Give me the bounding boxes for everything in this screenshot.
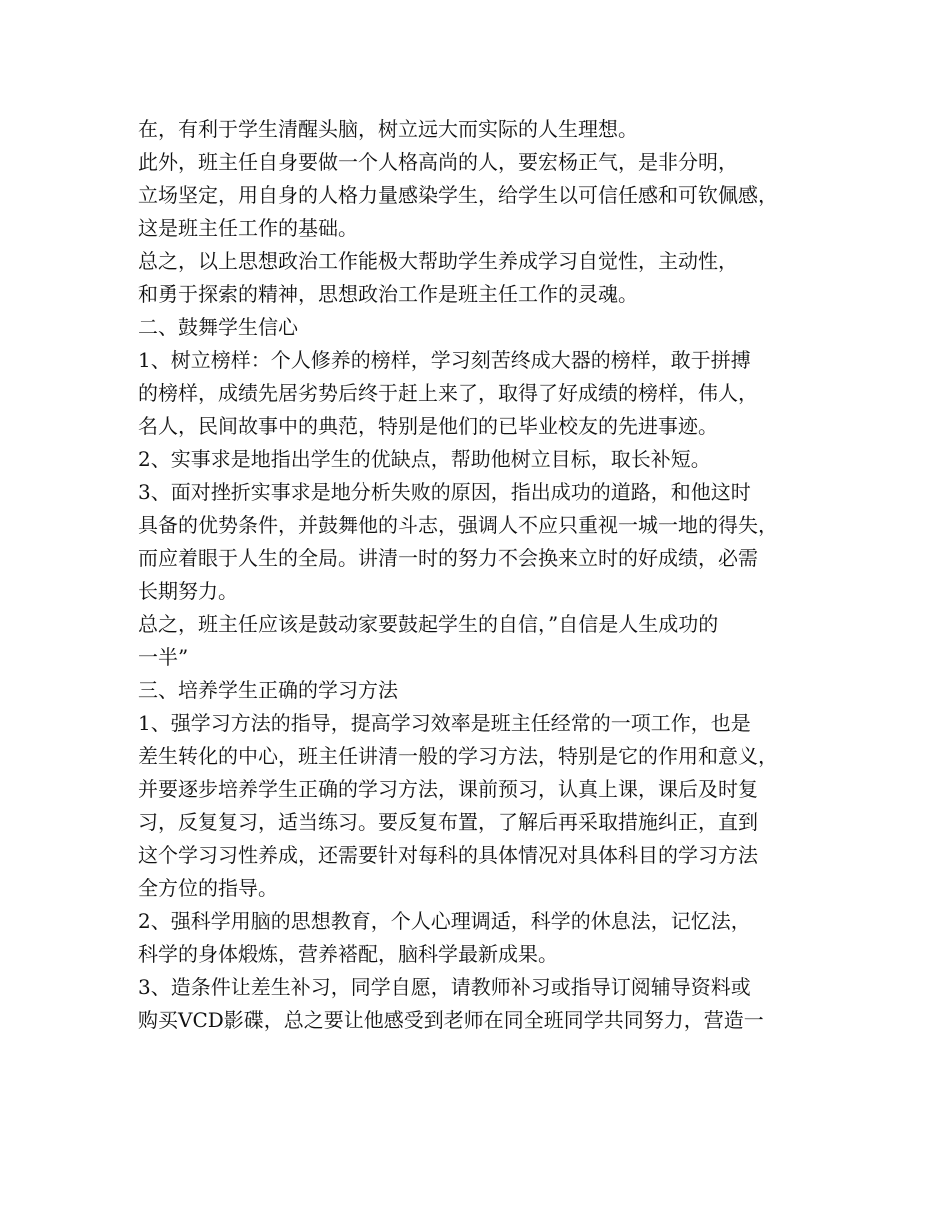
section-heading: 二、鼓舞学生信心 xyxy=(138,315,298,339)
text-line: 此外，班主任自身要做一个人格高尚的人，要宏杨正气，是非分明， xyxy=(138,150,738,174)
text-line: 并要逐步培养学生正确的学习方法，课前预习，认真上课，课后及时复 xyxy=(138,777,758,801)
text-line: 在，有利于学生清醒头脑，树立远大而实际的人生理想。 xyxy=(138,117,638,141)
text-line: 的榜样，成绩先居劣势后终于赶上来了，取得了好成绩的榜样，伟人， xyxy=(138,381,758,405)
text-line: 3、面对挫折实事求是地分析失败的原因，指出成功的道路，和他这时 xyxy=(138,480,751,504)
text-line: 这是班主任工作的基础。 xyxy=(138,216,358,240)
text-line: 和勇于探索的精神，思想政治工作是班主任工作的灵魂。 xyxy=(138,282,638,306)
text-line: 科学的身体煅炼，营养褡配，脑科学最新成果。 xyxy=(138,942,558,966)
text-line: 具备的优势条件，并鼓舞他的斗志，强调人不应只重视一城一地的得失， xyxy=(138,513,778,537)
text-line: 1、强学习方法的指导，提高学习效率是班主任经常的一项工作，也是 xyxy=(138,711,751,735)
text-line: 全方位的指导。 xyxy=(138,876,278,900)
text-line: 习，反复复习，适当练习。要反复布置，了解后再采取措施纠正，直到 xyxy=(138,810,758,834)
text-line: 一半” xyxy=(138,645,189,669)
text-line: 2、实事求是地指出学生的优缺点，帮助他树立目标，取长补短。 xyxy=(138,447,711,471)
text-line: 购买VCD影碟，总之要让他感受到老师在同全班同学共同努力，营造一 xyxy=(138,1008,764,1032)
text-line: 差生转化的中心，班主任讲清一般的学习方法，特别是它的作用和意义， xyxy=(138,744,778,768)
text-line: 2、强科学用脑的思想教育，个人心理调适，科学的休息法，记忆法， xyxy=(138,909,751,933)
section-heading: 三、培养学生正确的学习方法 xyxy=(138,678,398,702)
text-line: 而应着眼于人生的全局。讲清一时的努力不会换来立时的好成绩，必需 xyxy=(138,546,758,570)
text-line: 总之，以上思想政治工作能极大帮助学生养成学习自觉性，主动性， xyxy=(138,249,738,273)
text-line: 总之，班主任应该是鼓动家要鼓起学生的自信，”自信是人生成功的 xyxy=(138,612,719,636)
text-line: 1、树立榜样：个人修养的榜样，学习刻苦终成大器的榜样，敢于拼搏 xyxy=(138,348,751,372)
text-line: 名人，民间故事中的典范，特别是他们的已毕业校友的先进事迹。 xyxy=(138,414,718,438)
text-line: 立场坚定，用自身的人格力量感染学生，给学生以可信任感和可钦佩感， xyxy=(138,183,778,207)
text-line: 这个学习习性养成，还需要针对每科的具体情况对具体科目的学习方法 xyxy=(138,843,758,867)
text-line: 长期努力。 xyxy=(138,579,238,603)
text-line: 3、造条件让差生补习，同学自愿，请教师补习或指导订阅辅导资料或 xyxy=(138,975,751,999)
document-body xyxy=(138,113,828,1037)
